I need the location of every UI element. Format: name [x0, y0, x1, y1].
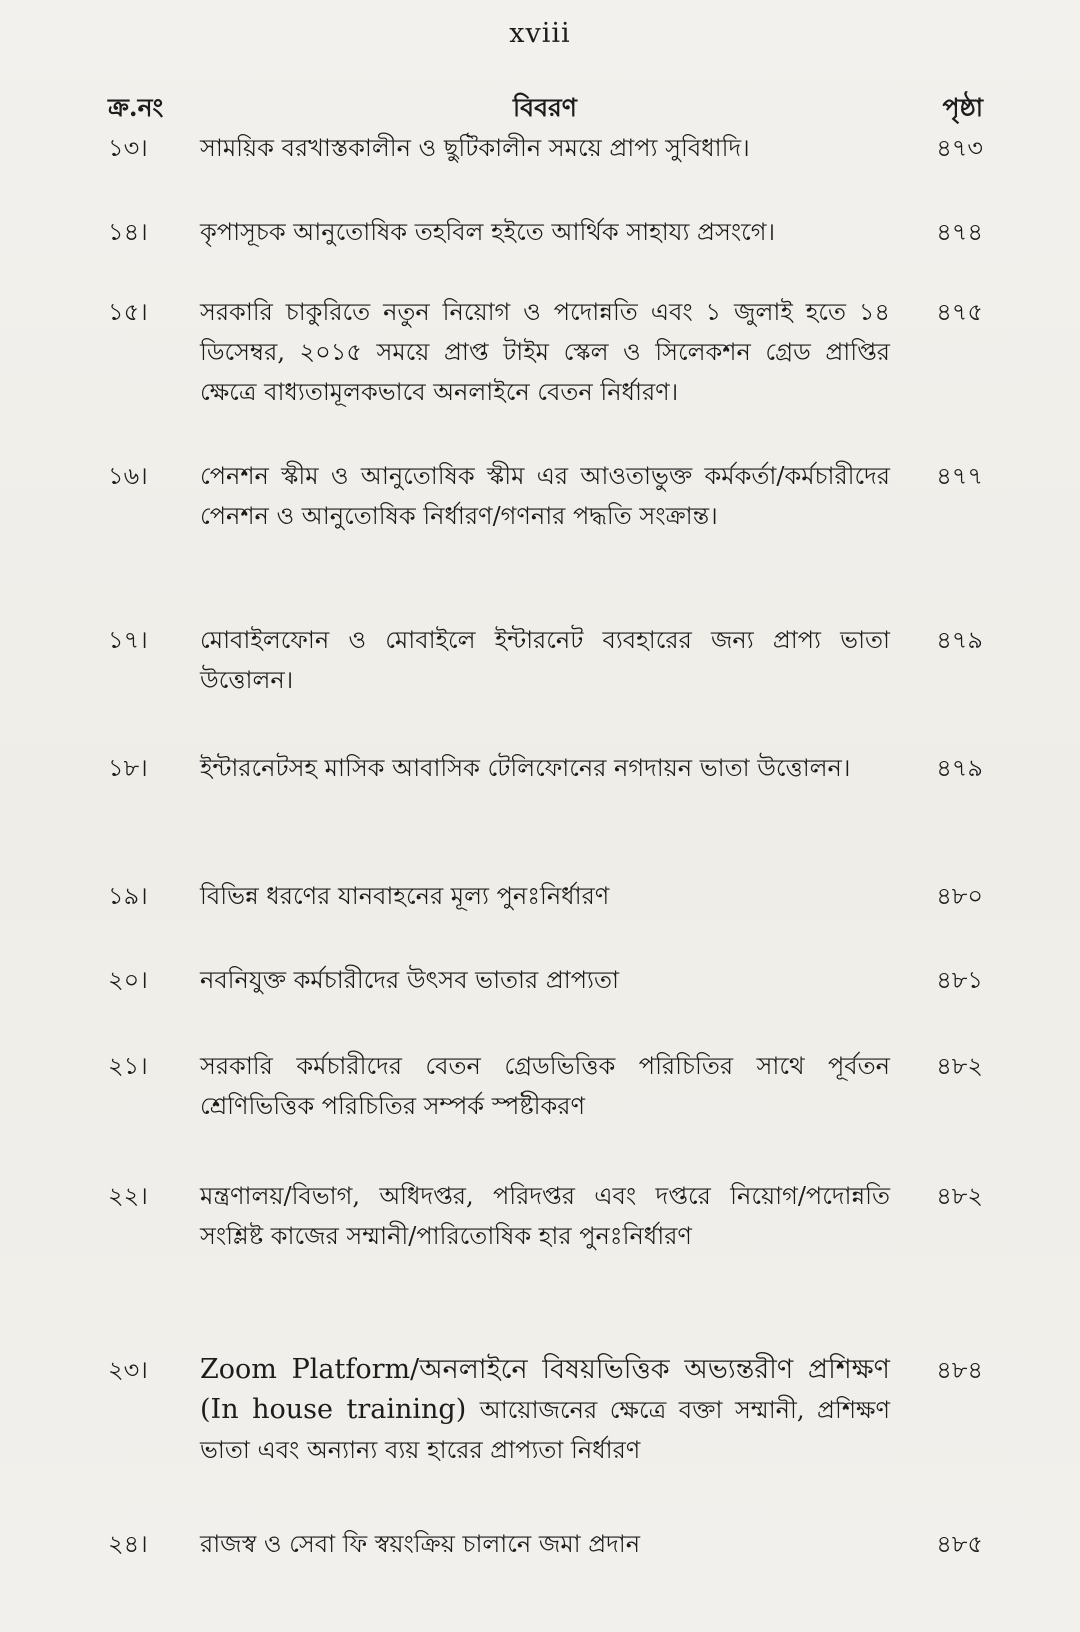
entry-description: সরকারি কর্মচারীদের বেতন গ্রেডভিত্তিক পরিচিতির সাথে পূর্বতন শ্রেণিভিত্তিক পরিচিতির সম্পর্ক স্পষ্টীকরণ	[200, 1052, 890, 1120]
entry-page: ৪৭৭	[936, 462, 983, 490]
entry-page: ৪৮২	[936, 1182, 983, 1210]
entry-description	[200, 1350, 890, 1470]
entry-description: নবনিযুক্ত কর্মচারীদের উৎসব ভাতার প্রাপ্যতা	[200, 966, 619, 994]
entry-page: ৪৭৩	[936, 134, 983, 162]
entry-description: কৃপাসূচক আনুতোষিক তহবিল হইতে আর্থিক সাহায্য প্রসংগে।	[200, 218, 776, 246]
table-header	[108, 88, 983, 128]
entry-serial: ২২।	[108, 1182, 148, 1210]
serial-column-header: ক্র.নং	[108, 93, 164, 122]
entry-description-prefix: Zoom Platform/অনলাইনে বিষয়ভিত্তিক অভ্যন্তরীণ প্রশিক্ষণ (In house training)	[200, 1354, 890, 1425]
entry-serial: ১৩।	[108, 134, 148, 162]
entry-serial: ১৭।	[108, 626, 148, 654]
entry-page: ৪৮০	[936, 882, 983, 910]
entry-page: ৪৮৪	[936, 1356, 983, 1384]
entry-serial: ১৮।	[108, 754, 148, 782]
entry-serial: ১৯।	[108, 882, 148, 910]
entry-serial: ১৫।	[108, 298, 148, 326]
entry-description: বিভিন্ন ধরণের যানবাহনের মূল্য পুনঃনির্ধারণ	[200, 882, 610, 910]
description-column-header: বিবরণ	[513, 93, 577, 122]
entry-page: ৪৮৫	[936, 1530, 983, 1558]
entry-description: পেনশন স্কীম ও আনুতোষিক স্কীম এর আওতাভুক্ত কর্মকর্তা/কর্মচারীদের পেনশন ও আনুতোষিক নির্ধারণ/গণনার পদ্ধতি সংক্রান্ত।	[200, 462, 890, 530]
page-column-header: পৃষ্ঠা	[942, 93, 983, 122]
entry-description: ইন্টারনেটসহ মাসিক আবাসিক টেলিফোনের নগদায়ন ভাতা উত্তোলন।	[200, 754, 851, 782]
entry-serial: ২১।	[108, 1052, 148, 1080]
entry-serial: ২০।	[108, 966, 148, 994]
entry-description: সরকারি চাকুরিতে নতুন নিয়োগ ও পদোন্নতি এবং ১ জুলাই হতে ১৪ ডিসেম্বর, ২০১৫ সময়ে প্রাপ্ত টাইম স্কেল ও সিলেকশন গ্রেড প্রাপ্তির ক্ষেত্রে বাধ্যতামূলকভাবে অনলাইনে বেতন নির্ধারণ।	[200, 298, 890, 406]
entry-description-rest: আয়োজনের ক্ষেত্রে বক্তা সম্মানী, প্রশিক্ষণ ভাতা এবং অন্যান্য ব্যয় হারের প্রাপ্যতা নির্ধারণ	[200, 1396, 890, 1464]
entry-page: ৪৭৫	[936, 298, 983, 326]
entry-serial: ২৪।	[108, 1530, 148, 1558]
entry-page: ৪৭৯	[936, 626, 983, 654]
page-number: xviii	[509, 18, 571, 49]
entry-serial: ১৪।	[108, 218, 148, 246]
entry-page: ৪৮২	[936, 1052, 983, 1080]
entry-description: মন্ত্রণালয়/বিভাগ, অধিদপ্তর, পরিদপ্তর এবং দপ্তরে নিয়োগ/পদোন্নতি সংশ্লিষ্ট কাজের সম্মানী/পারিতোষিক হার পুনঃনির্ধারণ	[200, 1182, 890, 1250]
entry-description: সাময়িক বরখাস্তকালীন ও ছুটিকালীন সময়ে প্রাপ্য সুবিধাদি।	[200, 134, 750, 162]
entry-serial: ১৬।	[108, 462, 148, 490]
entry-description: রাজস্ব ও সেবা ফি স্বয়ংক্রিয় চালানে জমা প্রদান	[200, 1530, 641, 1558]
entry-page: ৪৮১	[936, 966, 983, 994]
entry-serial: ২৩।	[108, 1356, 148, 1384]
entry-page: ৪৭৯	[936, 754, 983, 782]
entry-page: ৪৭৪	[936, 218, 983, 246]
entry-description: মোবাইলফোন ও মোবাইলে ইন্টারনেট ব্যবহারের জন্য প্রাপ্য ভাতা উত্তোলন।	[200, 626, 890, 694]
